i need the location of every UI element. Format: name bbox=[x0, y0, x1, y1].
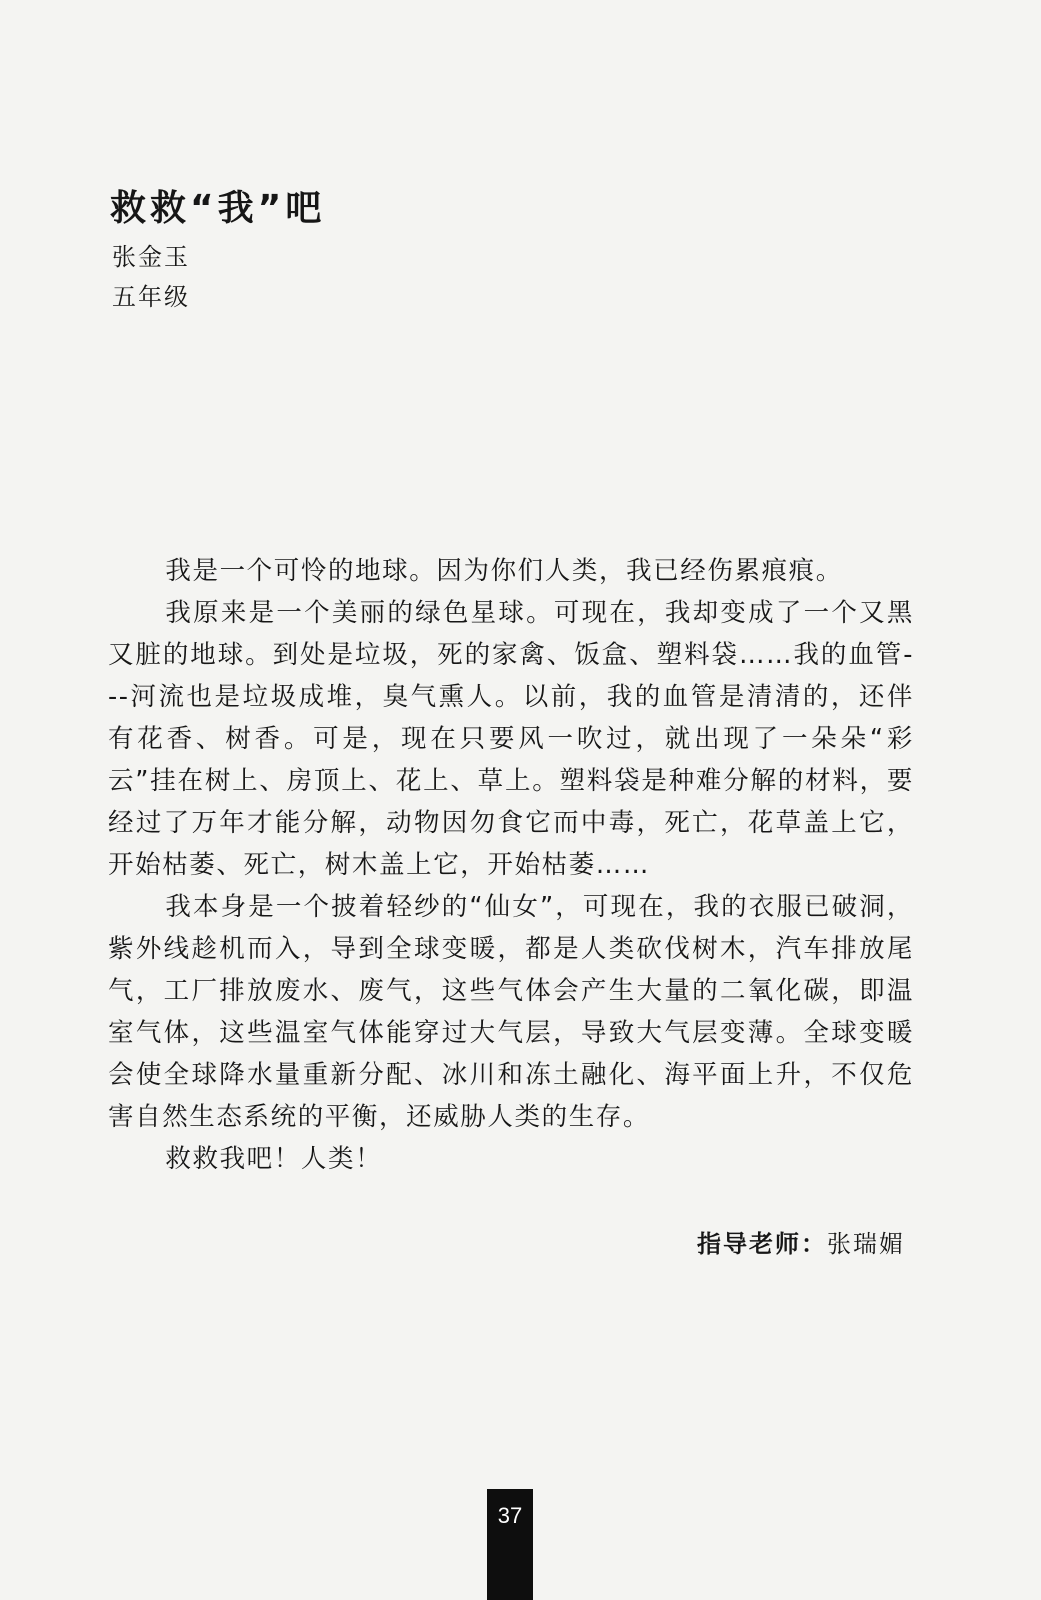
essay-title: 救救“我”吧 bbox=[110, 188, 326, 229]
teacher-name: 张瑞媚 bbox=[827, 1230, 905, 1258]
essay-paragraph-4: 救救我吧！人类！ bbox=[165, 1144, 383, 1174]
essay-body bbox=[108, 550, 914, 1180]
essay-paragraph-3: 我本身是一个披着轻纱的“仙女”，可现在，我的衣服已破洞，紫外线趁机而入，导到全球变暖，都是人类砍伐树木，汽车排放尾气，工厂排放废水、废气，这些气体会产生大量的二氧化碳，即温室气体，这些温室气体能穿过大气层，导致大气层变薄。全球变暖会使全球降水量重新分配、冰川和冻土融化、海平面上升，不仅危害自然生态系统的平衡，还威胁人类的生存。 bbox=[108, 892, 914, 1132]
teacher-credit bbox=[697, 1224, 905, 1259]
author-grade: 五年级 bbox=[112, 283, 190, 311]
author-name: 张金玉 bbox=[112, 243, 190, 271]
essay-paragraph-1: 我是一个可怜的地球。因为你们人类，我已经伤累痕痕。 bbox=[165, 556, 843, 586]
teacher-label: 指导老师： bbox=[697, 1230, 827, 1258]
essay-paragraph-2: 我原来是一个美丽的绿色星球。可现在，我却变成了一个又黑又脏的地球。到处是垃圾，死的家禽、饭盒、塑料袋……我的血管---河流也是垃圾成堆，臭气熏人。以前，我的血管是清清的，还伴有花香、树香。可是，现在只要风一吹过，就出现了一朵朵“彩云”挂在树上、房顶上、花上、草上。塑料袋是种难分解的材料，要经过了万年才能分解，动物因勿食它而中毒，死亡，花草盖上它，开始枯萎、死亡，树木盖上它，开始枯萎…… bbox=[108, 598, 914, 880]
page-number: 37 bbox=[487, 1489, 533, 1600]
